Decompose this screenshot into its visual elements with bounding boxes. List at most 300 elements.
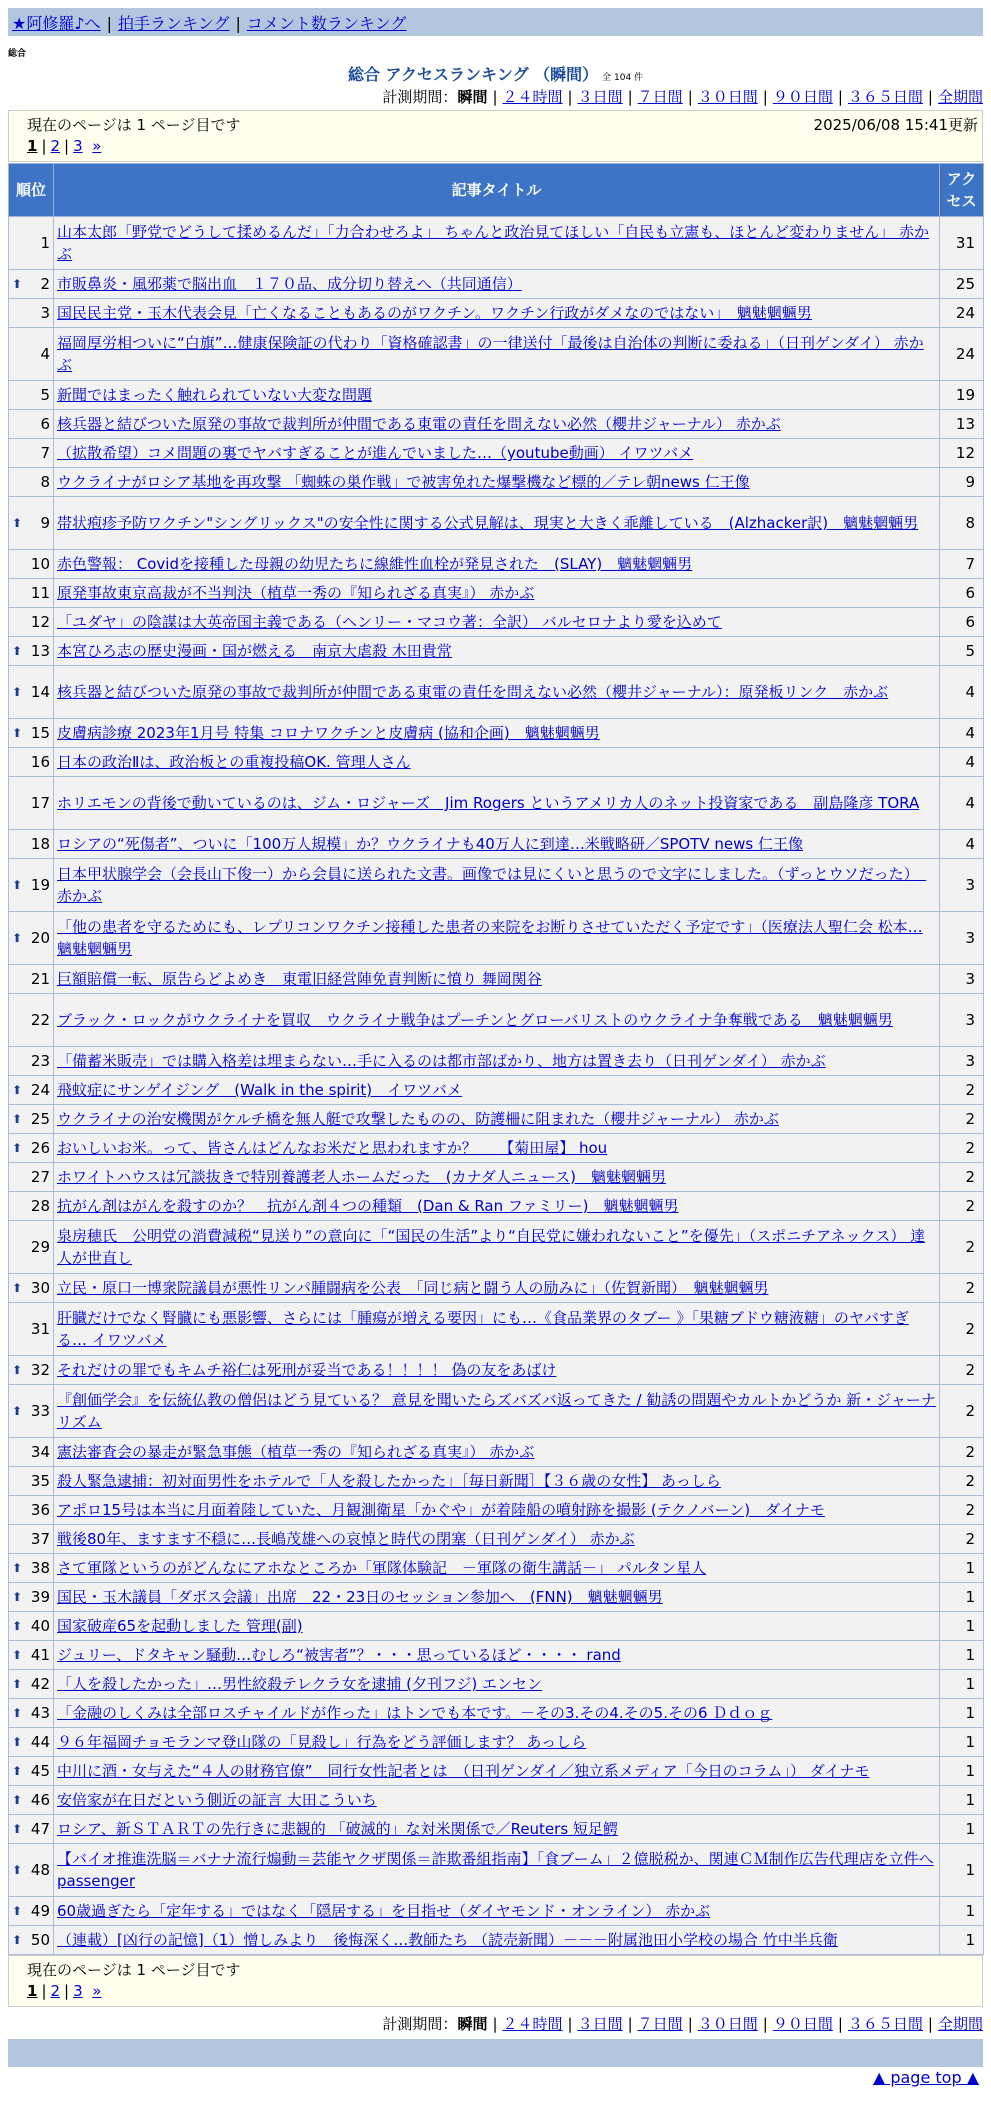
rank-number: 2: [40, 275, 50, 293]
period-link-90d[interactable]: ９０日間: [772, 2015, 833, 2033]
access-count: 2: [940, 1221, 984, 1274]
rank-cell: [9, 1757, 54, 1786]
access-count: 31: [940, 217, 984, 270]
table-row: [9, 1192, 984, 1221]
access-count: 3: [940, 1047, 984, 1076]
rank-up-icon: ⬆: [12, 1141, 23, 1155]
comment-ranking-link[interactable]: コメント数ランキング: [246, 14, 407, 33]
period-link-24h[interactable]: ２４時間: [502, 88, 563, 106]
article-title-link[interactable]: 【バイオ推進洗脳＝バナナ流行煽動＝芸能ヤクザ関係＝詐欺番組指南】「食ブーム」２億脱税か、関連ＣＭ制作広告代理店を立件へ passenger: [57, 1850, 934, 1890]
rank-number: 17: [30, 794, 50, 812]
table-row: [9, 1134, 984, 1163]
rank-cell: [9, 1926, 54, 1955]
title-cell: [54, 912, 940, 965]
next-page-link[interactable]: »: [92, 1982, 102, 2000]
page-2-link[interactable]: 2: [50, 137, 61, 155]
article-title-link[interactable]: ジュリー、ドタキャン騒動…むしろ“被害者”？・・・思っているほど・・・・ rand: [57, 1646, 621, 1664]
title-cell: [54, 497, 940, 550]
article-title-link[interactable]: ９６年福岡チョモランマ登山隊の「見殺し」行為をどう評価します？ あっしら: [57, 1733, 587, 1751]
title-cell: [54, 1467, 940, 1496]
title-cell: [54, 1303, 940, 1356]
article-title-link[interactable]: おいしいお米。って、皆さんはどんなお米だと思われますか？ 【菊田屋】 hou: [57, 1139, 608, 1157]
rank-cell: [9, 217, 54, 270]
updated-timestamp: 2025/06/08 15:41更新: [813, 116, 978, 134]
rank-up-icon: ⬆: [12, 644, 23, 658]
title-cell: [54, 1356, 940, 1385]
rank-cell: [9, 1192, 54, 1221]
article-title-link[interactable]: 抗がん剤はがんを殺すのか？ 抗がん剤４つの種類 (Dan & Ran ファミリー) 魑魅魍魎男: [57, 1197, 679, 1215]
title-cell: [54, 748, 940, 777]
table-row: [9, 381, 984, 410]
table-row: [9, 965, 984, 994]
rank-number: 49: [30, 1902, 50, 1920]
ranking-body: [9, 217, 984, 1955]
period-current: 瞬間: [457, 88, 488, 106]
rank-number: 40: [30, 1617, 50, 1635]
access-count: 25: [940, 270, 984, 299]
rank-up-icon: ⬆: [12, 878, 23, 892]
article-title-link[interactable]: 戦後80年、ますます不穏に…長嶋茂雄への哀悼と時代の閉塞（日刊ゲンダイ） 赤かぶ: [57, 1530, 635, 1548]
access-count: 7: [940, 550, 984, 579]
table-row: [9, 777, 984, 830]
table-row: [9, 299, 984, 328]
table-row: [9, 497, 984, 550]
title-cell: [54, 719, 940, 748]
rank-cell: [9, 912, 54, 965]
rank-cell: [9, 1612, 54, 1641]
article-title-link[interactable]: 『創価学会』を伝統仏教の僧侶はどう見ている？ 意見を聞いたらズバズバ返ってきた / 勧誘の問題やカルトかどうか 新・ジャーナリズム: [57, 1391, 936, 1431]
rank-cell: [9, 1356, 54, 1385]
title-cell: [54, 550, 940, 579]
title-cell: [54, 328, 940, 381]
nav-separator: |: [106, 14, 112, 33]
access-count: 1: [940, 1612, 984, 1641]
current-page-text: 現在のページは 1 ページ目です: [27, 116, 241, 134]
table-row: [9, 1438, 984, 1467]
page-1-current: 1: [27, 137, 38, 155]
article-title-link[interactable]: 憲法審査会の暴走が緊急事態（植草一秀の『知られざる真実』） 赤かぶ: [57, 1443, 535, 1461]
article-title-link[interactable]: ロシア、新ＳＴＡＲＴの先行きに悲観的 「破滅的」な対米関係で／Reuters 短足鰐: [57, 1820, 618, 1838]
access-count: 3: [940, 912, 984, 965]
access-count: 1: [940, 1897, 984, 1926]
rank-cell: [9, 1163, 54, 1192]
title-cell: [54, 1786, 940, 1815]
table-row: [9, 1076, 984, 1105]
table-row: [9, 1641, 984, 1670]
rank-cell: [9, 381, 54, 410]
rank-cell: [9, 1274, 54, 1303]
table-row: [9, 1554, 984, 1583]
article-title-link[interactable]: 国民・玉木議員「ダボス会議」出席 22・23日のセッション参加へ (FNN) 魑魅魍魎男: [57, 1588, 663, 1606]
access-count: 1: [940, 1554, 984, 1583]
article-title-link[interactable]: 中川に酒・女与えた“４人の財務官僚” 同行女性記者とは （日刊ゲンダイ／独立系メディア「今日のコラム」） ダイナモ: [57, 1762, 870, 1780]
table-row: [9, 1163, 984, 1192]
table-row: [9, 550, 984, 579]
title-cell: [54, 1274, 940, 1303]
article-title-link[interactable]: 「備蓄米販売」では購入格差は埋まらない…手に入るのは都市部ばかり、地方は置き去り（日刊ゲンダイ） 赤かぶ: [57, 1052, 826, 1070]
page-links: 1 | 2 | 3 »: [27, 137, 102, 155]
page-3-link[interactable]: 3: [73, 137, 83, 155]
access-count: 2: [940, 1525, 984, 1554]
table-row: [9, 1728, 984, 1757]
bottom-bar: [8, 2039, 983, 2067]
rank-cell: [9, 550, 54, 579]
article-title-link[interactable]: 殺人緊急逮捕：初対面男性をホテルで「人を殺したかった」［毎日新聞］【３６歳の女性】 あっしら: [57, 1472, 721, 1490]
access-count: 1: [940, 1641, 984, 1670]
rank-cell: [9, 468, 54, 497]
rank-cell: [9, 666, 54, 719]
article-title-link[interactable]: ロシアの“死傷者”、ついに「100万人規模」か？ウクライナも40万人に到達…米戦略研／SPOTV news 仁王像: [57, 835, 803, 853]
period-link-3d[interactable]: ３日間: [577, 88, 623, 106]
table-row: [9, 1926, 984, 1955]
article-title-link[interactable]: （拡散希望）コメ問題の裏でヤバすぎることが進んでいました…（youtube動画） イワツバメ: [57, 444, 694, 462]
rank-up-icon: ⬆: [12, 1793, 23, 1807]
rank-number: 32: [30, 1361, 50, 1379]
rank-up-icon: ⬆: [12, 1619, 23, 1633]
rank-number: 34: [30, 1443, 50, 1461]
article-title-link[interactable]: ウクライナがロシア基地を再攻撃 「蜘蛛の巣作戦」で被害免れた爆撃機など標的／テレ朝news 仁王像: [57, 473, 750, 491]
rank-cell: [9, 1554, 54, 1583]
title-cell: [54, 666, 940, 719]
rank-up-icon: ⬆: [12, 685, 23, 699]
rank-number: 47: [30, 1820, 50, 1838]
rank-number: 24: [30, 1081, 50, 1099]
table-row: [9, 1525, 984, 1554]
article-title-link[interactable]: 日本甲状腺学会（会長山下俊一）から会員に送られた文書。画像では見にくいと思うので文字にしました。（ずっとウソだった） 赤かぶ: [57, 865, 927, 905]
rank-up-icon: ⬆: [12, 1677, 23, 1691]
table-row: [9, 994, 984, 1047]
rank-number: 45: [30, 1762, 50, 1780]
period-link-365d[interactable]: ３６５日間: [847, 2015, 923, 2033]
article-title-link[interactable]: 核兵器と結びついた原発の事故で裁判所が仲間である東電の責任を問えない必然（櫻井ジャーナル） 赤かぶ: [57, 415, 781, 433]
title-cell: [54, 579, 940, 608]
title-cell: [54, 1844, 940, 1897]
table-row: [9, 328, 984, 381]
table-row: [9, 1047, 984, 1076]
period-link-30d[interactable]: ３０日間: [697, 88, 758, 106]
rank-cell: [9, 748, 54, 777]
period-link-7d[interactable]: ７日間: [637, 2015, 683, 2033]
article-title-link[interactable]: 60歳過ぎたら「定年する」ではなく「隠居する」を目指せ（ダイヤモンド・オンライン） 赤かぶ: [57, 1902, 711, 1920]
article-title-link[interactable]: 国民民主党・玉木代表会見「亡くなることもあるのがワクチン。ワクチン行政がダメなのではない」 魑魅魍魎男: [57, 304, 812, 322]
rank-number: 21: [30, 970, 50, 988]
table-row: [9, 217, 984, 270]
article-title-link[interactable]: 赤色警報： Covidを接種した母親の幼児たちに線維性血栓が発見された (SLAY) 魑魅魍魎男: [57, 555, 693, 573]
table-row: [9, 1786, 984, 1815]
table-row: [9, 410, 984, 439]
access-count: 4: [940, 719, 984, 748]
table-row: [9, 830, 984, 859]
page-links: 1 | 2 | 3 »: [27, 1982, 102, 2000]
access-count: 24: [940, 299, 984, 328]
article-title-link[interactable]: 新聞ではまったく触れられていない大変な問題: [57, 386, 373, 404]
article-title-link[interactable]: 泉房穂氏 公明党の消費減税“見送り”の意向に「“国民の生活”より“自民党に嫌われないこと”を優先」（スポニチアネックス） 達人が世直し: [57, 1227, 926, 1267]
title-cell: [54, 1438, 940, 1467]
rank-number: 12: [30, 613, 50, 631]
access-count: 4: [940, 748, 984, 777]
rank-cell: [9, 1134, 54, 1163]
title-cell: [54, 1612, 940, 1641]
table-row: [9, 1670, 984, 1699]
rank-number: 9: [40, 514, 50, 532]
rank-number: 3: [40, 304, 50, 322]
article-title-link[interactable]: （連載）[凶行の記憶]（1）憎しみより 後悔深く…教師たち （読売新聞）－－－附属池田小学校の場合 竹中半兵衛: [57, 1931, 838, 1949]
access-count: 1: [940, 1757, 984, 1786]
rank-cell: [9, 1438, 54, 1467]
rank-number: 8: [40, 473, 50, 491]
title-cell: [54, 381, 940, 410]
rank-up-icon: ⬆: [12, 277, 23, 291]
access-count: 2: [940, 1076, 984, 1105]
title-cell: [54, 468, 940, 497]
article-title-link[interactable]: 「ユダヤ」の陰謀は大英帝国主義である（ヘンリー・マコウ著：全訳） バルセロナより愛を込めて: [57, 613, 722, 631]
title-cell: [54, 777, 940, 830]
rank-cell: [9, 1303, 54, 1356]
rank-cell: [9, 410, 54, 439]
article-title-link[interactable]: 市販鼻炎・風邪薬で脳出血 １７０品、成分切り替えへ（共同通信）: [57, 275, 522, 293]
period-link-all[interactable]: 全期間: [937, 88, 983, 106]
rank-up-icon: ⬆: [12, 1404, 23, 1418]
rank-cell: [9, 608, 54, 637]
rank-number: 41: [30, 1646, 50, 1664]
table-row: [9, 1757, 984, 1786]
article-title-link[interactable]: 核兵器と結びついた原発の事故で裁判所が仲間である東電の責任を問えない必然（櫻井ジャーナル）：原発板リンク 赤かぶ: [57, 683, 889, 701]
applause-ranking-link[interactable]: 拍手ランキング: [117, 14, 230, 33]
rank-number: 35: [30, 1472, 50, 1490]
rank-up-icon: ⬆: [12, 1112, 23, 1126]
rank-up-icon: ⬆: [12, 726, 23, 740]
title-cell: [54, 859, 940, 912]
title-cell: [54, 1047, 940, 1076]
title-cell: [54, 1926, 940, 1955]
period-link-365d[interactable]: ３６５日間: [847, 88, 923, 106]
access-count: 6: [940, 579, 984, 608]
access-count: 2: [940, 1496, 984, 1525]
access-count: 2: [940, 1438, 984, 1467]
article-title-link[interactable]: 福岡厚労相ついに“白旗”…健康保険証の代わり「資格確認書」の一律送付「最後は自治体の判断に委ねる」（日刊ゲンダイ） 赤かぶ: [57, 334, 924, 374]
title-cell: [54, 1583, 940, 1612]
access-count: 13: [940, 410, 984, 439]
rank-up-icon: ⬆: [12, 516, 23, 530]
rank-number: 6: [40, 415, 50, 433]
page-title-text: 総合 アクセスランキング （瞬間）: [347, 65, 599, 84]
access-count: 24: [940, 328, 984, 381]
article-title-link[interactable]: 安倍家が在日だという側近の証言 大田こういち: [57, 1791, 377, 1809]
table-row: [9, 1496, 984, 1525]
rank-cell: [9, 1525, 54, 1554]
title-cell: [54, 1076, 940, 1105]
table-row: [9, 1385, 984, 1438]
access-count: 2: [940, 1134, 984, 1163]
rank-number: 43: [30, 1704, 50, 1722]
page-1-current: 1: [27, 1982, 38, 2000]
period-link-7d[interactable]: ７日間: [637, 88, 683, 106]
rank-number: 37: [30, 1530, 50, 1548]
period-selector-top: 計測期間：瞬間 | ２４時間 | ３日間 | ７日間 | ３０日間 | ９０日間 | ３６５日間 | 全期間: [382, 88, 983, 106]
title-cell: [54, 1897, 940, 1926]
home-link[interactable]: ★阿修羅♪へ: [12, 14, 101, 33]
table-row: [9, 439, 984, 468]
table-row: [9, 719, 984, 748]
page-top-link[interactable]: ▲ page top ▲: [872, 2068, 979, 2087]
article-title-link[interactable]: それだけの罪でもキムチ裕仁は死刑が妥当である！！！！ 偽の友をあばけ: [57, 1361, 557, 1379]
article-title-link[interactable]: ブラック・ロックがウクライナを買収 ウクライナ戦争はプーチンとグローバリストのウクライナ争奪戦である 魑魅魍魎男: [57, 1011, 893, 1029]
access-count: 1: [940, 1786, 984, 1815]
rank-number: 44: [30, 1733, 50, 1751]
rank-number: 14: [30, 683, 50, 701]
rank-number: 19: [30, 876, 50, 894]
article-title-link[interactable]: 「金融のしくみは全部ロスチャイルドが作った」はトンでも本です。－その3.その4.その5.その6 Ｄｄｏｇ: [57, 1704, 773, 1722]
access-count: 2: [940, 1274, 984, 1303]
top-nav: [8, 8, 983, 36]
table-row: [9, 748, 984, 777]
rank-number: 38: [30, 1559, 50, 1577]
rank-cell: [9, 299, 54, 328]
rank-up-icon: ⬆: [12, 1590, 23, 1604]
title-cell: [54, 965, 940, 994]
rank-cell: [9, 1496, 54, 1525]
rank-up-icon: ⬆: [12, 1648, 23, 1662]
article-title-link[interactable]: 「他の患者を守るためにも、レプリコンワクチン接種した患者の来院をお断りさせていただく予定です」（医療法人聖仁会 松本… 魑魅魍魎男: [57, 918, 923, 958]
rank-cell: [9, 637, 54, 666]
rank-number: 48: [30, 1861, 50, 1879]
title-cell: [54, 1105, 940, 1134]
page-3-link[interactable]: 3: [73, 1982, 83, 2000]
table-row: [9, 859, 984, 912]
article-title-link[interactable]: 原発事故東京高裁が不当判決（植草一秀の『知られざる真実』） 赤かぶ: [57, 584, 535, 602]
rank-up-icon: ⬆: [12, 1363, 23, 1377]
table-row: [9, 1612, 984, 1641]
ranking-table: [8, 163, 984, 1955]
rank-cell: [9, 1221, 54, 1274]
title-cell: [54, 1496, 940, 1525]
nav-separator: |: [235, 14, 241, 33]
access-count: 1: [940, 1728, 984, 1757]
article-title-link[interactable]: 立民・原口一博衆院議員が悪性リンパ腫闘病を公表 「同じ病と闘う人の励みに」（佐賀新聞） 魑魅魍魎男: [57, 1279, 769, 1297]
title-cell: [54, 1163, 940, 1192]
table-row: [9, 1467, 984, 1496]
rank-number: 26: [30, 1139, 50, 1157]
article-title-link[interactable]: 巨額賠償一転、原告らどよめき 東電旧経営陣免責判断に憤り 舞岡関谷: [57, 970, 542, 988]
access-count: 4: [940, 666, 984, 719]
title-cell: [54, 270, 940, 299]
access-count: 19: [940, 381, 984, 410]
title-cell: [54, 830, 940, 859]
title-cell: [54, 1728, 940, 1757]
table-row: [9, 1274, 984, 1303]
rank-cell: [9, 994, 54, 1047]
article-title-link[interactable]: 肝臓だけでなく腎臓にも悪影響、さらには「腫瘍が増える要因」にも…《食品業界のタブー 》「果糖ブドウ糖液糖」のヤバすぎる… イワツバメ: [57, 1309, 909, 1349]
rank-cell: [9, 965, 54, 994]
rank-cell: [9, 1897, 54, 1926]
period-link-3d[interactable]: ３日間: [577, 2015, 623, 2033]
article-title-link[interactable]: 日本の政治Ⅱは、政治板との重複投稿OK. 管理人さん: [57, 753, 411, 771]
access-count: 2: [940, 1105, 984, 1134]
title-cell: [54, 1641, 940, 1670]
article-title-link[interactable]: ホリエモンの背後で動いているのは、ジム・ロジャーズ Jim Rogers というアメリカ人のネット投資家である 副島隆彦 TORA: [57, 794, 920, 812]
table-row: [9, 579, 984, 608]
rank-number: 1: [40, 234, 50, 252]
rank-number: 31: [30, 1320, 50, 1338]
rank-cell: [9, 1076, 54, 1105]
rank-cell: [9, 1844, 54, 1897]
article-title-link[interactable]: ウクライナの治安機関がケルチ橋を無人艇で攻撃したものの、防護柵に阻まれた（櫻井ジャーナル） 赤かぶ: [57, 1110, 779, 1128]
period-selector-bottom: 計測期間：瞬間 | ２４時間 | ３日間 | ７日間 | ３０日間 | ９０日間 | ３６５日間 | 全期間: [382, 2015, 983, 2033]
title-cell: [54, 439, 940, 468]
rank-cell: [9, 1467, 54, 1496]
article-title-link[interactable]: 帯状疱疹予防ワクチン"シングリックス"の安全性に関する公式見解は、現実と大きく乖離している (Alzhacker訳) 魑魅魍魎男: [57, 514, 919, 532]
table-row: [9, 1815, 984, 1844]
period-label: 計測期間：: [382, 88, 458, 106]
access-count: 1: [940, 1815, 984, 1844]
next-page-link[interactable]: »: [92, 137, 102, 155]
title-cell: [54, 1670, 940, 1699]
article-title-link[interactable]: 国家破産65を起動しました 管理(副): [57, 1617, 303, 1635]
period-link-90d[interactable]: ９０日間: [772, 88, 833, 106]
access-count: 3: [940, 859, 984, 912]
col-title-header: 記事タイトル: [54, 164, 940, 217]
rank-number: 36: [30, 1501, 50, 1519]
title-cell: [54, 1134, 940, 1163]
title-cell: [54, 217, 940, 270]
article-title-link[interactable]: 皮膚病診療 2023年1月号 特集 コロナワクチンと皮膚病 (協和企画) 魑魅魍魎男: [57, 724, 600, 742]
col-access-header: アクセス: [940, 164, 984, 217]
article-title-link[interactable]: 本宮ひろ志の歴史漫画・国が燃える 南京大虐殺 木田貴常: [57, 642, 452, 660]
title-cell: [54, 1699, 940, 1728]
article-title-link[interactable]: ホワイトハウスは冗談抜きで特別養護老人ホームだった (カナダ人ニュース) 魑魅魍魎男: [57, 1168, 667, 1186]
page-2-link[interactable]: 2: [50, 1982, 61, 2000]
article-title-link[interactable]: アポロ15号は本当に月面着陸していた、月観測衛星「かぐや」が着陸船の噴射跡を撮影 (テクノバーン) ダイナモ: [57, 1501, 825, 1519]
rank-number: 42: [30, 1675, 50, 1693]
period-link-30d[interactable]: ３０日間: [697, 2015, 758, 2033]
rank-up-icon: ⬆: [12, 1281, 23, 1295]
rank-number: 23: [30, 1052, 50, 1070]
rank-number: 7: [40, 444, 50, 462]
rank-number: 13: [30, 642, 50, 660]
rank-up-icon: ⬆: [12, 1904, 23, 1918]
rank-cell: [9, 1047, 54, 1076]
table-row: [9, 912, 984, 965]
access-count: 2: [940, 1385, 984, 1438]
article-title-link[interactable]: 山本太郎「野党でどうして揉めるんだ」「力合わせろよ」 ちゃんと政治見てほしい「自民も立憲も、ほとんど変わりません」 赤かぶ: [57, 223, 930, 263]
title-cell: [54, 299, 940, 328]
article-title-link[interactable]: 「人を殺したかった」…男性絞殺テレクラ女を逮捕 (夕刊フジ) エンセン: [57, 1675, 543, 1693]
article-title-link[interactable]: 飛蚊症にサンゲイジング (Walk in the spirit) イワツバメ: [57, 1081, 462, 1099]
rank-cell: [9, 439, 54, 468]
rank-number: 16: [30, 753, 50, 771]
access-count: 6: [940, 608, 984, 637]
rank-up-icon: ⬆: [12, 931, 23, 945]
table-row: [9, 1583, 984, 1612]
rank-number: 11: [30, 584, 50, 602]
title-cell: [54, 994, 940, 1047]
rank-cell: [9, 859, 54, 912]
col-rank-header: 順位: [9, 164, 54, 217]
period-link-all[interactable]: 全期間: [937, 2015, 983, 2033]
article-title-link[interactable]: さて軍隊というのがどんなにアホなところか「軍隊体験記 －軍隊の衛生講話－」 パルタン星人: [57, 1559, 707, 1577]
access-count: 2: [940, 1303, 984, 1356]
table-row: [9, 1844, 984, 1897]
rank-cell: [9, 497, 54, 550]
rank-cell: [9, 1728, 54, 1757]
period-link-24h[interactable]: ２４時間: [502, 2015, 563, 2033]
access-count: 2: [940, 1192, 984, 1221]
table-row: [9, 666, 984, 719]
rank-cell: [9, 719, 54, 748]
table-row: [9, 608, 984, 637]
rank-number: 25: [30, 1110, 50, 1128]
title-cell: [54, 1221, 940, 1274]
